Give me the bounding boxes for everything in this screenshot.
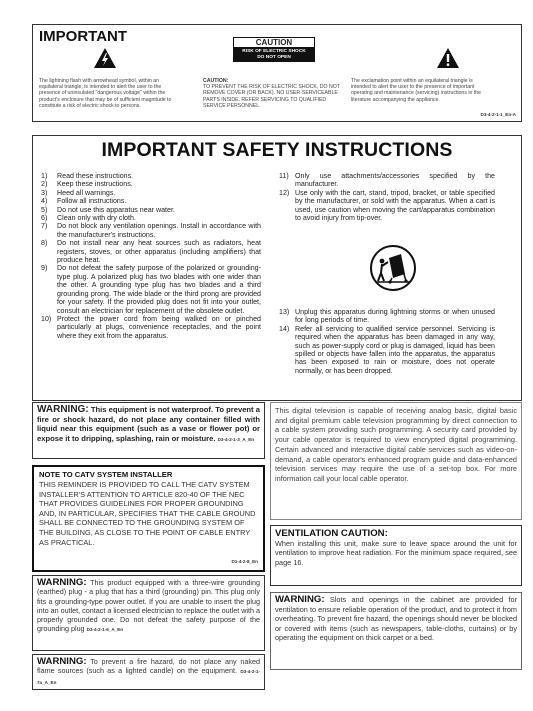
catv-note-box [32,465,265,572]
warning-label: WARNING: [37,656,87,667]
list-item: 12) Use only with the cart, stand, tripod, bracket, or table specified by the manufacturer, or sold with the apparatus. When a cart is used, use caution when moving the cart/apparatus combination to avoid injury from tip-over. [279,188,495,223]
warning-water-box [32,402,265,459]
caution-title: CAUTION [233,37,315,48]
catv-text: THIS REMINDER IS PROVIDED TO CALL THE CATV SYSTEM INSTALLER'S ATTENTION TO ARTICLE 820-40 OF THE NEC THAT PROVIDES GUIDELINES FOR PROPER GROUNDING AND, IN PARTICULAR, SPECIFIES THAT THE CABLE GROUND SHALL BE CONNECTED TO THE GROUNDING SYSTEM OF THE BUILDING, AS CLOSE TO THE POINT OF CABLE ENTRY AS PRACTICAL. [39,480,256,547]
list-item: 13) Unplug this apparatus during lightning storms or when unused for long periods of time. [279,308,495,325]
safety-instructions-box [32,135,522,401]
list-item: 14) Refer all servicing to qualified service personnel. Servicing is required when the apparatus has been damaged in any way, such as power-supply cord or plug is damaged, liquid has been spilled or objects have fallen into the apparatus, the apparatus has been exposed to rain or moisture, does not operate normally, or has been dropped. [279,324,495,375]
catv-title: NOTE TO CATV SYSTEM INSTALLER [39,470,173,479]
list-item: 2) Keep these instructions. [41,180,133,189]
lightning-explanation: The lightning flash with arrowhead symbol, within an equilateral triangle, is intended to alert the user to the presence of uninsulated "dangerous voltage" within the product's enclosure that may be of sufficient magnitude to constitute a risk of electric shock to persons. [39,78,172,109]
list-item: 3) Heed all warnings. [41,188,116,197]
warning-slots-box [270,592,522,670]
list-item: 9) Do not defeat the safety purpose of the polarized or grounding-type plug. A polarized plug has two blades with one wider than the other. A grounding type plug has two blades and a third grounding prong. The wide blade or the third prong are provided for your safety. If the provided plug does not fit into your outlet, consult an electrician for replacement of the obsolete outlet. [41,264,261,315]
safety-list-right-top [273,172,495,222]
caution-explanation [203,78,345,109]
warning-plug-text: This product equipped with a three-wire grounding (earthed) plug - a plug that has a third (grounding) pin. This plug only fits a grounding-type power outlet. If you are unable to insert the plug into an outlet, contact a licensed electrician to replace the outlet with a properly grounded one. Do not defeat the safety purpose of the grounding plug [37,578,260,634]
warning-flame-code: D3-4-2-1-7a_A_En [37,669,261,685]
warning-slots-text: Slots and openings in the cabinet are provided for ventilation to ensure reliable operation of the product, and to protect it from overheating. To prevent fire hazard, the openings should never be blocked or covered with items (such as newspapers, table-cloths, curtains) or by operating the equipment on thick carpet or a bed. [275,595,518,642]
digital-tv-box [270,402,522,520]
exclamation-warning-icon [436,47,460,69]
caution-explanation-label: CAUTION: [203,78,229,84]
lightning-warning-icon [93,47,117,69]
warning-water-code: D3-4-2-1-3_A_En [217,436,255,442]
list-item: 8) Do not install near any heat sources such as radiators, heat registers, stoves, or other apparatus (including amplifiers) that produce heat. [41,239,261,265]
list-item: 1) Read these instructions. [41,172,134,180]
list-item: 5) Do not use this apparatus near water. [41,205,175,214]
caution-label [233,37,315,69]
safety-title: IMPORTANT SAFETY INSTRUCTIONS [101,139,453,161]
warning-plug-box [32,575,265,651]
caution-black-panel [233,48,315,62]
caution-line2: DO NOT OPEN [257,55,291,60]
warning-flame-box [32,654,265,690]
caution-explanation-text: TO PREVENT THE RISK OF ELECTRIC SHOCK, DO NOT REMOVE COVER (OR BACK). NO USER-SERVICEABLE PARTS INSIDE. REFER SERVICING TO QUALIFIED SERVICE PERSONNEL. [203,84,340,109]
caution-line1: RISK OF ELECTRIC SHOCK [242,49,306,54]
list-item: 6) Clean only with dry cloth. [41,214,136,223]
warning-label: WARNING: [275,594,325,605]
exclamation-explanation: The exclamation point within an equilateral triangle is intended to alert the user to the presence of important operating and maintenance (servicing) instructions in the literature accompanying the appliance. [351,78,482,103]
ventilation-text: When installing this unit, make sure to leave space around the unit for ventilation to improve heat radiation. For the minimum space required, see page 16. [275,539,517,567]
catv-code: D1-4-2-8_En [231,559,258,564]
safety-list-right-bottom [273,308,495,375]
list-item: 7) Do not block any ventilation openings. Install in accordance with the manufacturer's instructions. [41,222,261,239]
digital-tv-text: This digital television is capable of receiving analog basic, digital basic and digital premium cable television programming by direct connection to a cable system providing such programming. A security card provided by your cable operator is required to view encrypted digital programming. Certain advanced and interactive digital cable services such as video-on-demand, a cable operator's enhanced program guide and data-enhanced television services may require the use of a set-top box. For more information call your local cable operator. [275,406,517,483]
ventilation-box [270,525,522,586]
important-code: D3-4-2-1-1_En-A [480,112,516,117]
list-item: 4) Follow all instructions. [41,197,127,206]
warning-label: WARNING: [37,404,89,415]
important-heading: IMPORTANT [39,28,128,45]
ventilation-title: VENTILATION CAUTION: [275,528,388,539]
safety-list-left [35,172,261,340]
warning-label: WARNING: [37,577,87,588]
list-item: 10) Protect the power cord from being walked on or pinched particularly at plugs, convenience receptacles, and the point where they exit from the apparatus. [41,314,261,340]
list-item: 11) Only use attachments/accessories specified by the manufacturer. [279,172,495,189]
warning-flame-text: To prevent a fire hazard, do not place any naked flame sources (such as a lighted candle) on the equipment. [37,657,260,676]
important-box [32,24,522,122]
warning-plug-code: D3-4-2-1-6_A_En [86,627,124,633]
warning-water-text: This equipment is not waterproof. To prevent a fire or shock hazard, do not place any container filled with liquid near this equipment (such as a vase or flower pot) or expose it to dripping, splashing, rain or moisture. [37,405,260,443]
cart-tipover-icon [369,244,417,292]
